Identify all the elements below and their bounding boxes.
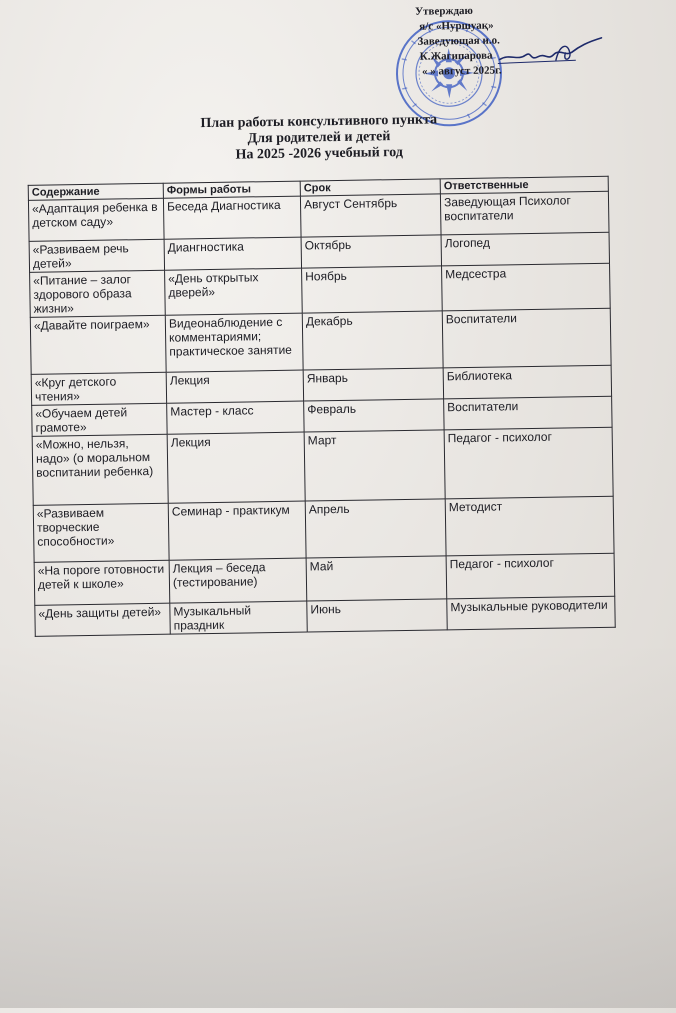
forms-cell: Беседа Диагностика [163,196,301,239]
forms-cell: Мастер - класс [167,401,304,434]
plan-table-container [28,176,615,637]
content-cell: «Круг детского чтения» [31,372,166,405]
content-cell: «Развиваем речь детей» [29,239,164,272]
responsible-cell: Библиотека [443,365,611,399]
responsible-cell: Воспитатели [442,308,611,368]
column-header: Срок [300,179,440,196]
term-cell: Февраль [304,399,444,432]
term-cell: Январь [303,368,443,401]
responsible-cell: Методист [445,496,614,556]
title-line: План работы консультивного пункта [159,112,479,133]
approval-line: Утверждаю [415,2,615,20]
term-cell: Май [306,556,447,601]
responsible-cell: Воспитатели [444,396,612,430]
approval-line: я/с «Нуршуақ» [419,17,615,35]
term-cell: Июнь [307,599,447,632]
document-title [159,112,480,165]
content-cell: «На пороге готовности детей к школе» [34,560,170,605]
term-cell: Март [304,430,445,501]
column-header: Содержание [28,183,163,200]
responsible-cell: Педагог - психолог [446,553,615,599]
term-cell: Август Сентябрь [300,194,441,237]
signature-icon [495,30,606,74]
forms-cell: Лекция – беседа (тестирование) [169,558,307,603]
title-line: Для родителей и детей [159,128,479,149]
responsible-cell: Логопед [441,232,609,266]
table-row [32,427,613,505]
content-cell: «Развиваем творческие способности» [33,503,169,562]
content-cell: «Давайте поиграем» [30,315,166,374]
approval-line: Заведующая и.о. [417,32,615,50]
paper-shadow [0,640,676,1008]
title-line: На 2025 -2026 учебный год [159,144,479,165]
term-cell: Апрель [305,499,446,558]
approval-line: К.Жагипарова [420,47,616,65]
content-cell: «Адаптация ребенка в детском саду» [28,198,164,241]
forms-cell: Лекция [167,432,305,503]
forms-cell: Видеонаблюдение с комментариями; практическое занятие [165,313,303,372]
forms-cell: «День открытых дверей» [165,268,303,315]
responsible-cell: Музыкальные руководители [447,596,615,630]
term-cell: Октябрь [301,235,441,268]
table-row [33,496,614,562]
content-cell: «День защиты детей» [35,603,170,636]
content-cell: «Обучаем детей грамоте» [32,403,167,436]
term-cell: Ноябрь [302,266,443,313]
forms-cell: Диангностика [164,237,301,270]
responsible-cell: Медсестра [442,263,611,311]
plan-table [28,176,616,637]
term-cell: Декабрь [302,311,443,370]
content-cell: «Можно, нельзя, надо» (о моральном воспитании ребенка) [32,434,168,505]
content-cell: «Питание – залог здорового образа жизни» [30,270,166,317]
forms-cell: Лекция [166,370,303,403]
forms-cell: Музыкальный праздник [170,601,307,634]
column-header: Ответственные [440,176,608,194]
approval-line: « » август 2025г. [422,62,616,80]
column-header: Формы работы [163,181,300,198]
forms-cell: Семинар - практикум [168,501,306,560]
responsible-cell: Педагог - психолог [444,427,613,499]
responsible-cell: Заведующая Психолог воспитатели [440,191,609,235]
table-row [30,308,611,374]
